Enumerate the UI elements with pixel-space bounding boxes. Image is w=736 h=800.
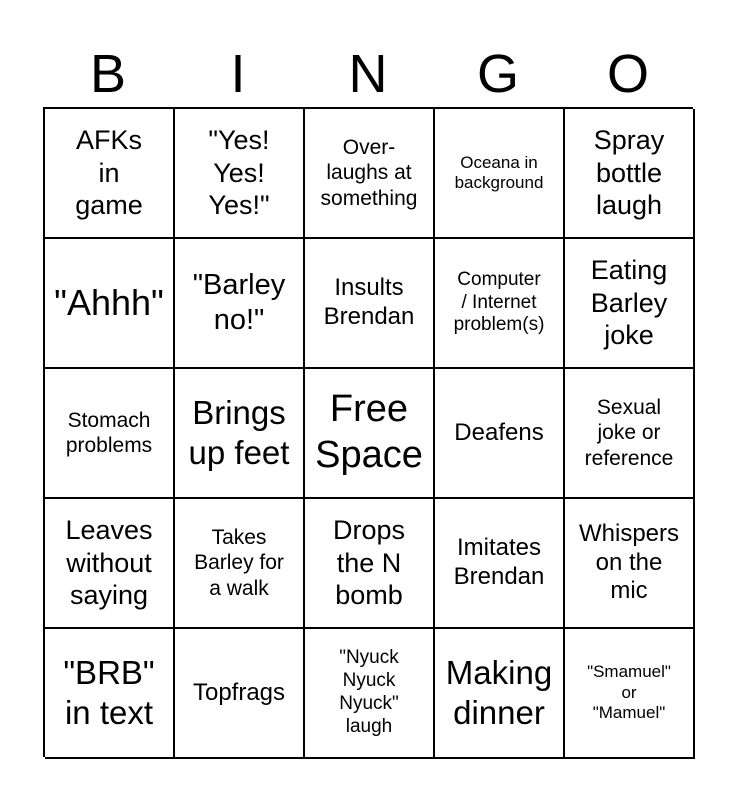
bingo-cell[interactable]: "Ahhh" [45,239,175,369]
bingo-cell[interactable]: Whispers on the mic [565,499,695,629]
bingo-cell[interactable]: Brings up feet [175,369,305,499]
bingo-cell[interactable]: Insults Brendan [305,239,435,369]
bingo-cell[interactable]: Spray bottle laugh [565,109,695,239]
bingo-cell[interactable]: Oceana in background [435,109,565,239]
bingo-cell[interactable]: Takes Barley for a walk [175,499,305,629]
bingo-cell[interactable]: "BRB" in text [45,629,175,759]
bingo-cell[interactable]: Over- laughs at something [305,109,435,239]
bingo-cell[interactable]: Deafens [435,369,565,499]
header-letter-n: N [348,44,388,104]
bingo-cell[interactable]: Eating Barley joke [565,239,695,369]
bingo-header [43,40,693,108]
bingo-cell[interactable]: "Yes! Yes! Yes!" [175,109,305,239]
bingo-cell[interactable]: Topfrags [175,629,305,759]
bingo-cell[interactable]: "Nyuck Nyuck Nyuck" laugh [305,629,435,759]
bingo-cell[interactable]: Sexual joke or reference [565,369,695,499]
bingo-grid [43,107,693,757]
bingo-cell[interactable]: AFKs in game [45,109,175,239]
bingo-cell[interactable]: Stomach problems [45,369,175,499]
bingo-cell[interactable]: Making dinner [435,629,565,759]
free-space-cell[interactable]: Free Space [305,369,435,499]
bingo-cell[interactable]: Leaves without saying [45,499,175,629]
header-letter-i: I [230,44,246,104]
bingo-cell[interactable]: Imitates Brendan [435,499,565,629]
bingo-cell[interactable]: "Barley no!" [175,239,305,369]
bingo-cell[interactable]: Computer / Internet problem(s) [435,239,565,369]
header-letter-b: B [89,44,127,104]
header-letter-g: G [476,44,519,104]
header-letter-o: O [606,44,649,104]
bingo-cell[interactable]: "Smamuel" or "Mamuel" [565,629,695,759]
bingo-cell[interactable]: Drops the N bomb [305,499,435,629]
